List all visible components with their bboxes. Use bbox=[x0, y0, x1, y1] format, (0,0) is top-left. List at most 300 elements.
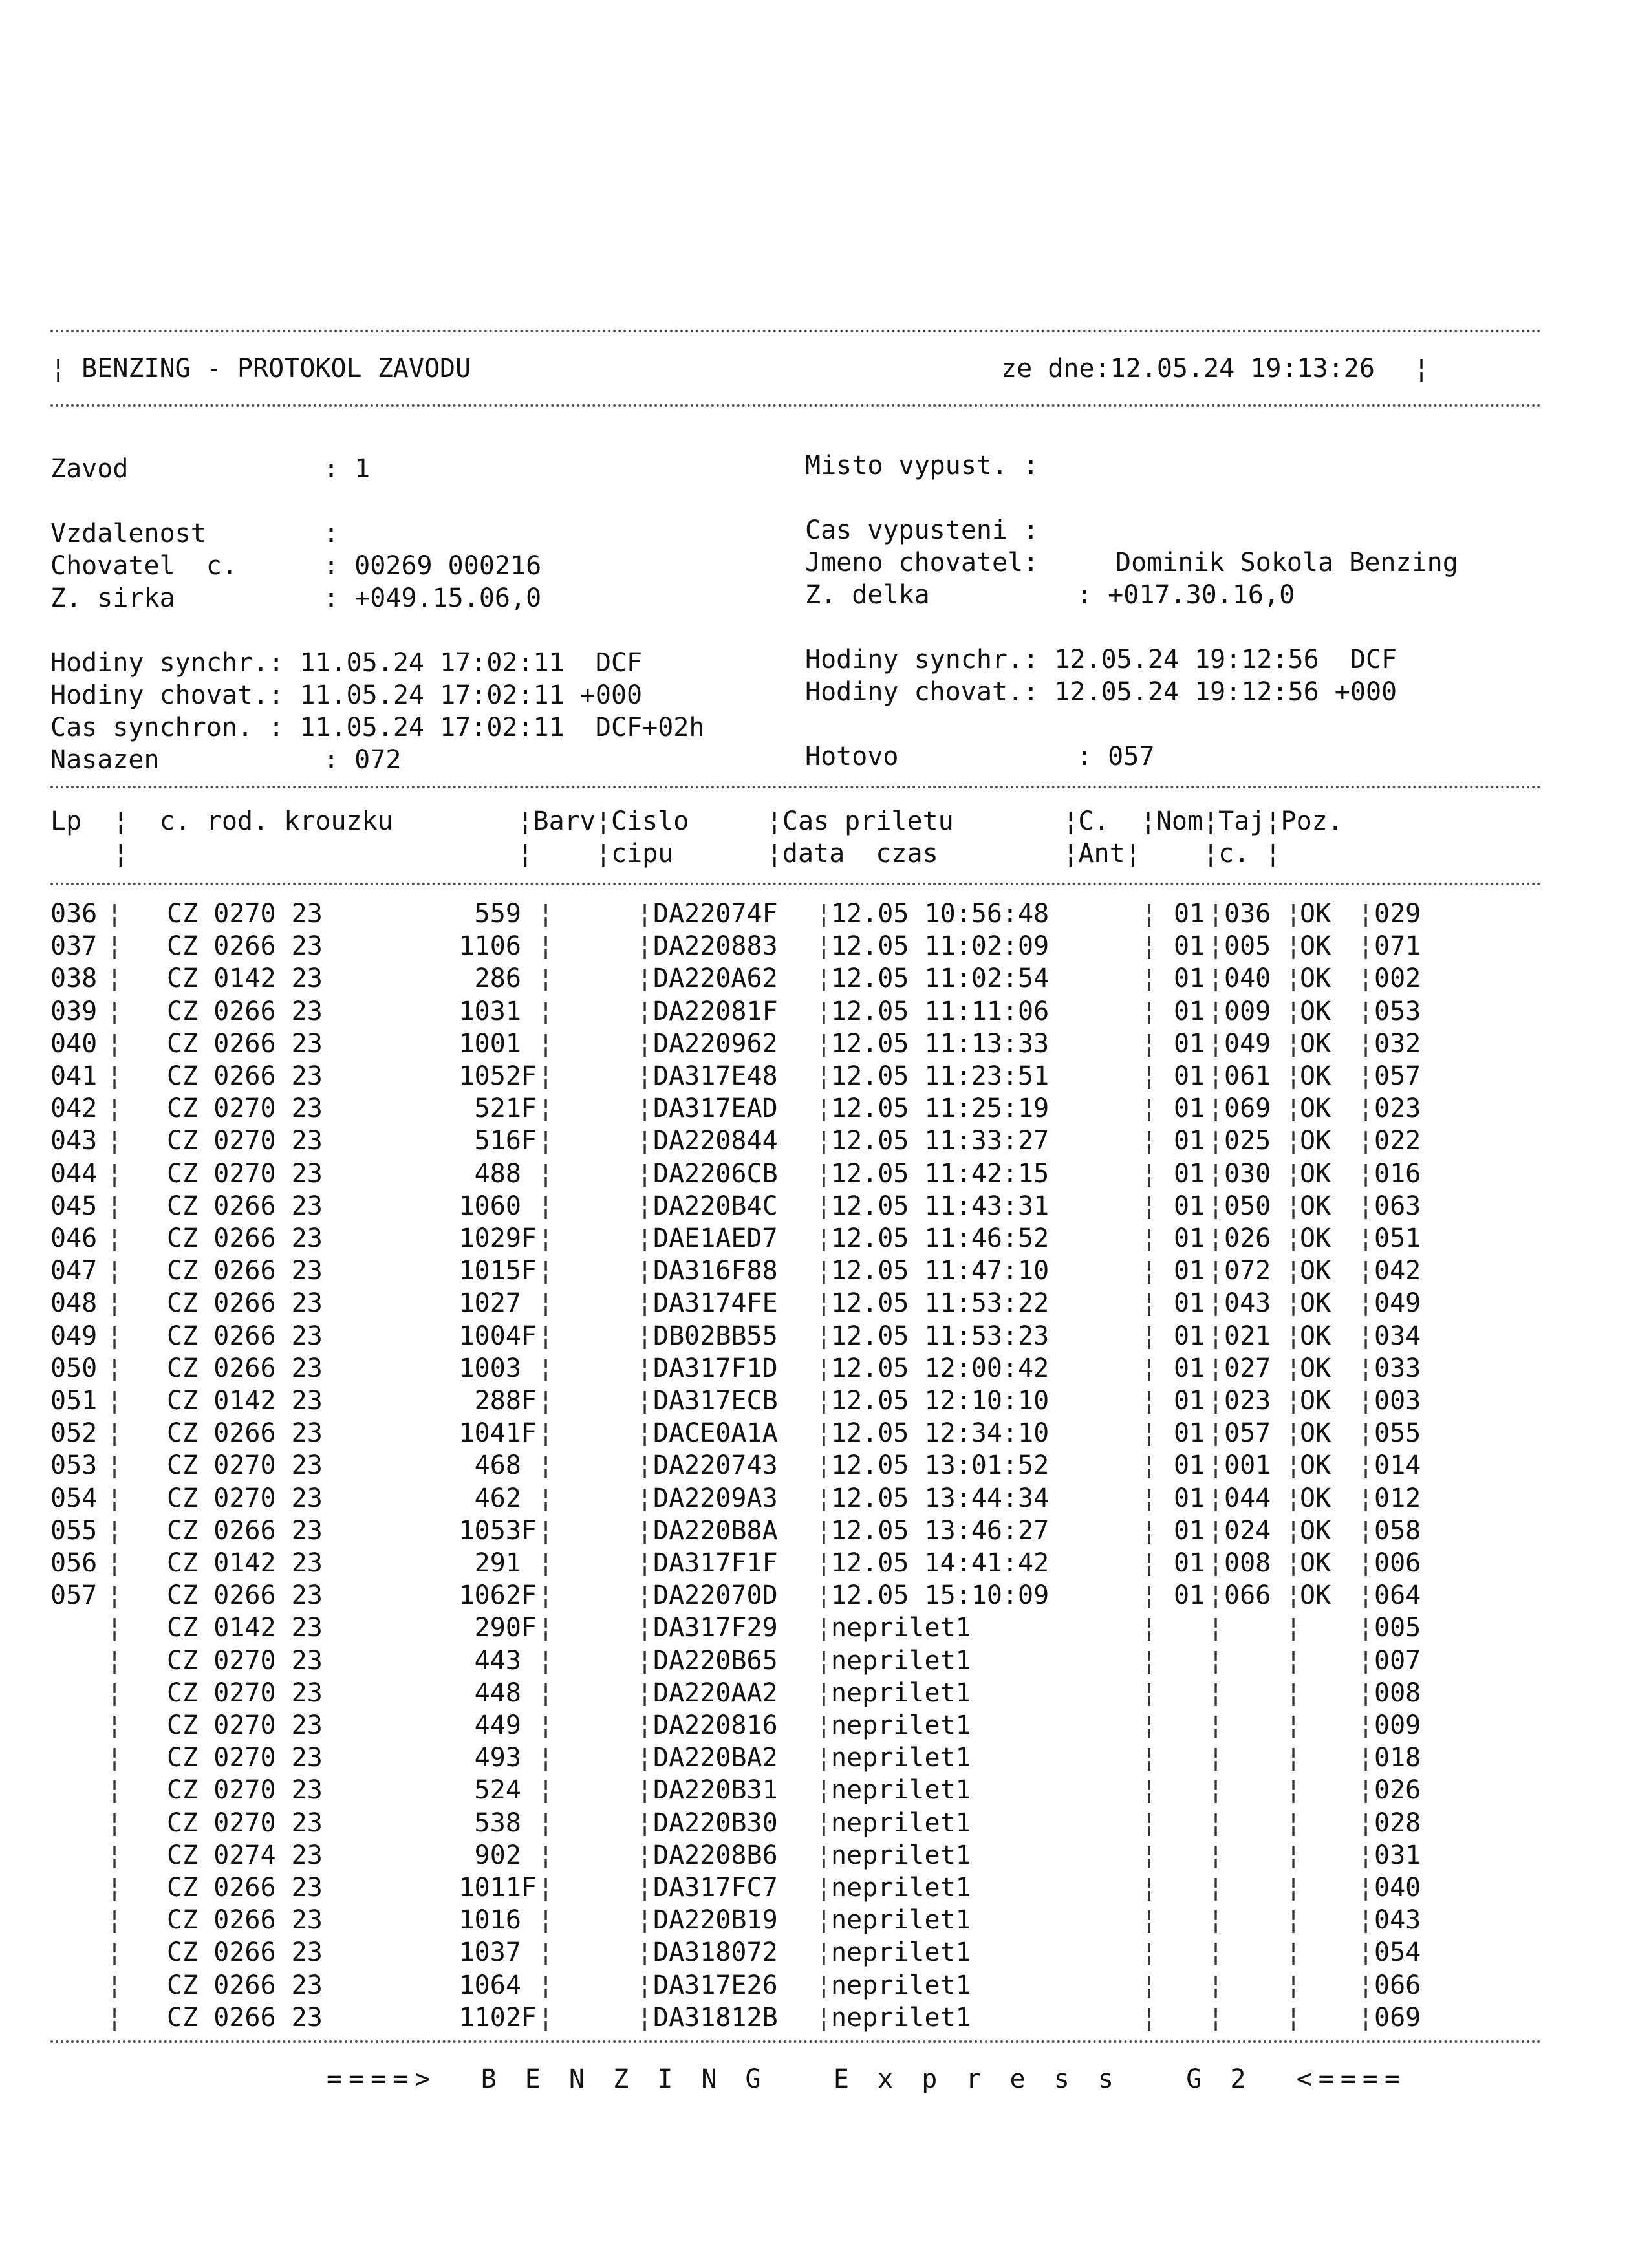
column-separator: ¦ bbox=[1208, 1743, 1224, 1773]
cell-nom: 021 bbox=[1224, 1321, 1271, 1351]
column-separator: ¦ bbox=[1286, 1808, 1302, 1838]
column-separator: ¦ bbox=[816, 1905, 832, 1936]
column-separator: ¦ bbox=[1286, 1581, 1302, 1611]
column-separator: ¦ bbox=[1358, 1126, 1374, 1156]
cell-chip: DA220B19 bbox=[653, 1905, 778, 1936]
cell-num: 1001 bbox=[458, 1028, 537, 1059]
column-separator: ¦ bbox=[1141, 1743, 1158, 1773]
column-separator: ¦ bbox=[107, 1743, 123, 1773]
cell-ant: 01 bbox=[1174, 1224, 1205, 1253]
column-separator: ¦ bbox=[1141, 1158, 1158, 1189]
cell-lp: 057 bbox=[50, 1581, 98, 1611]
cell-lp: 043 bbox=[50, 1126, 98, 1156]
column-separator: ¦ bbox=[1208, 1873, 1224, 1903]
cell-ring: CZ 0266 23 bbox=[167, 1224, 323, 1253]
cell-lp: 036 bbox=[50, 899, 98, 929]
cell-nom: 025 bbox=[1224, 1126, 1271, 1156]
table-row bbox=[0, 1743, 1649, 1775]
column-separator: ¦ bbox=[1286, 1288, 1302, 1319]
cell-num: 521F bbox=[474, 1094, 537, 1124]
column-separator: ¦ bbox=[637, 1743, 653, 1773]
table-row bbox=[0, 1484, 1649, 1516]
cell-ant: 01 bbox=[1174, 1548, 1205, 1578]
cell-poz: 069 bbox=[1374, 2002, 1421, 2033]
column-separator: ¦ bbox=[1286, 1938, 1302, 1968]
cell-nom: 030 bbox=[1224, 1158, 1271, 1189]
column-separator: ¦ bbox=[1208, 1418, 1224, 1449]
cell-ring: CZ 0266 23 bbox=[167, 1321, 323, 1351]
cell-nom: 066 bbox=[1224, 1581, 1271, 1611]
column-separator: ¦ bbox=[1358, 1451, 1374, 1481]
column-separator: ¦ bbox=[1141, 1808, 1158, 1838]
column-separator: ¦ bbox=[1358, 964, 1374, 994]
cell-nom: 005 bbox=[1224, 931, 1271, 962]
cell-ring: CZ 0266 23 bbox=[167, 1256, 323, 1286]
column-separator: ¦ bbox=[1141, 996, 1158, 1026]
cell-time: 12.05 10:56:48 bbox=[831, 899, 1050, 929]
cell-nom: 044 bbox=[1224, 1483, 1271, 1513]
column-separator: ¦ bbox=[1286, 1126, 1302, 1156]
column-separator: ¦ bbox=[1358, 1678, 1374, 1708]
table-header-1: Lp ¦ c. rod. krouzku ¦Barv¦Cislo ¦Cas priletu ¦C. ¦Nom¦Taj¦Poz. bbox=[50, 806, 1343, 836]
column-separator: ¦ bbox=[1208, 1094, 1224, 1124]
cell-poz: 043 bbox=[1374, 1905, 1421, 1936]
column-separator: ¦ bbox=[1358, 1743, 1374, 1773]
cell-ant: 01 bbox=[1174, 1581, 1205, 1611]
column-separator: ¦ bbox=[637, 1256, 653, 1286]
cell-num: 1060 bbox=[458, 1191, 537, 1221]
cas-synchron: Cas synchron. : 11.05.24 17:02:11 DCF+02h bbox=[50, 713, 705, 742]
cell-lp: 051 bbox=[50, 1386, 98, 1416]
cell-num: 1029F bbox=[458, 1224, 537, 1253]
cell-ring: CZ 0270 23 bbox=[167, 1775, 323, 1806]
cell-num: 1016 bbox=[458, 1905, 537, 1936]
hodiny-synchr-right: Hodiny synchr.: 12.05.24 19:12:56 DCF bbox=[805, 645, 1397, 675]
cell-num: 524 bbox=[474, 1775, 537, 1806]
column-separator: ¦ bbox=[816, 1224, 832, 1253]
date-value: 12.05.24 19:13:26 bbox=[1110, 354, 1375, 383]
cell-poz: 063 bbox=[1374, 1191, 1421, 1221]
cell-taj: OK bbox=[1300, 1191, 1331, 1221]
column-separator: ¦ bbox=[1141, 899, 1158, 929]
cell-nom: 023 bbox=[1224, 1386, 1271, 1416]
cell-ring: CZ 0142 23 bbox=[167, 1386, 323, 1416]
column-separator: ¦ bbox=[1286, 1191, 1302, 1221]
cell-poz: 006 bbox=[1374, 1548, 1421, 1578]
column-separator: ¦ bbox=[1286, 1873, 1302, 1903]
cell-ring: CZ 0266 23 bbox=[167, 1873, 323, 1903]
cell-poz: 057 bbox=[1374, 1061, 1421, 1091]
column-separator: ¦ bbox=[1358, 1873, 1374, 1903]
column-separator: ¦ bbox=[538, 899, 554, 929]
column-separator: ¦ bbox=[1208, 1970, 1224, 2000]
cell-chip: DA318072 bbox=[653, 1938, 778, 1968]
column-separator: ¦ bbox=[1141, 931, 1158, 962]
cell-ring: CZ 0270 23 bbox=[167, 1743, 323, 1773]
cell-ring: CZ 0266 23 bbox=[167, 1028, 323, 1059]
cell-ring: CZ 0266 23 bbox=[167, 1353, 323, 1383]
column-separator: ¦ bbox=[538, 1418, 554, 1449]
table-header-rule bbox=[50, 883, 1542, 885]
cell-lp: 054 bbox=[50, 1483, 98, 1513]
column-separator: ¦ bbox=[637, 1288, 653, 1319]
table-row bbox=[0, 1841, 1649, 1873]
cell-poz: 023 bbox=[1374, 1094, 1421, 1124]
table-row bbox=[0, 1418, 1649, 1451]
column-separator: ¦ bbox=[816, 2002, 832, 2033]
cell-nom: 072 bbox=[1224, 1256, 1271, 1286]
zavod-label: Zavod bbox=[50, 454, 129, 484]
cell-time: 12.05 11:11:06 bbox=[831, 996, 1050, 1026]
column-separator: ¦ bbox=[1141, 2002, 1158, 2033]
column-separator: ¦ bbox=[1208, 1386, 1224, 1416]
cell-ring: CZ 0266 23 bbox=[167, 2002, 323, 2033]
cell-poz: 002 bbox=[1374, 964, 1421, 994]
cell-ring: CZ 0270 23 bbox=[167, 1808, 323, 1838]
column-separator: ¦ bbox=[1141, 1873, 1158, 1903]
delka-label: Z. delka bbox=[805, 580, 930, 610]
column-separator: ¦ bbox=[816, 964, 832, 994]
cell-poz: 028 bbox=[1374, 1808, 1421, 1838]
column-separator: ¦ bbox=[637, 1126, 653, 1156]
cell-num: 488 bbox=[474, 1158, 537, 1189]
column-separator: ¦ bbox=[637, 1386, 653, 1416]
cell-poz: 007 bbox=[1374, 1645, 1421, 1676]
cell-ring: CZ 0266 23 bbox=[167, 1905, 323, 1936]
column-separator: ¦ bbox=[538, 1711, 554, 1740]
table-row bbox=[0, 1354, 1649, 1386]
cell-num: 449 bbox=[474, 1711, 537, 1740]
column-separator: ¦ bbox=[107, 1775, 123, 1806]
column-separator: ¦ bbox=[1141, 1548, 1158, 1578]
column-separator: ¦ bbox=[1358, 1970, 1374, 2000]
table-row bbox=[0, 1256, 1649, 1288]
cell-poz: 018 bbox=[1374, 1743, 1421, 1773]
column-separator: ¦ bbox=[1141, 1938, 1158, 1968]
column-separator: ¦ bbox=[1286, 1353, 1302, 1383]
cell-lp: 049 bbox=[50, 1321, 98, 1351]
column-separator: ¦ bbox=[637, 1970, 653, 2000]
cell-chip: DA2208B6 bbox=[653, 1840, 778, 1870]
column-separator: ¦ bbox=[1141, 1256, 1158, 1286]
column-separator: ¦ bbox=[816, 1483, 832, 1513]
column-separator: ¦ bbox=[1286, 1256, 1302, 1286]
cell-time: 12.05 11:53:22 bbox=[831, 1288, 1050, 1319]
header-rule bbox=[50, 404, 1542, 407]
cell-num: 286 bbox=[474, 964, 537, 994]
column-separator: ¦ bbox=[816, 1061, 832, 1091]
column-separator: ¦ bbox=[1286, 964, 1302, 994]
cell-poz: 051 bbox=[1374, 1224, 1421, 1253]
table-row bbox=[0, 1029, 1649, 1061]
column-separator: ¦ bbox=[107, 1678, 123, 1708]
column-separator: ¦ bbox=[538, 1678, 554, 1708]
cell-ant: 01 bbox=[1174, 1094, 1205, 1124]
cell-time: 12.05 13:46:27 bbox=[831, 1515, 1050, 1546]
cell-ring: CZ 0142 23 bbox=[167, 964, 323, 994]
column-separator: ¦ bbox=[1208, 1808, 1224, 1838]
jmeno-label: Jmeno chovatel: bbox=[805, 548, 1039, 578]
cell-time: neprilet1 bbox=[831, 1970, 971, 2000]
cell-ring: CZ 0266 23 bbox=[167, 996, 323, 1026]
column-separator: ¦ bbox=[538, 1483, 554, 1513]
cell-chip: DA22081F bbox=[653, 996, 778, 1026]
cell-num: 443 bbox=[474, 1645, 537, 1676]
cell-taj: OK bbox=[1300, 1321, 1331, 1351]
table-row bbox=[0, 997, 1649, 1029]
cell-taj: OK bbox=[1300, 1418, 1331, 1449]
column-separator: ¦ bbox=[1208, 2002, 1224, 2033]
column-separator: ¦ bbox=[1358, 899, 1374, 929]
cell-num: 468 bbox=[474, 1451, 537, 1481]
table-row bbox=[0, 1971, 1649, 2003]
cell-time: neprilet1 bbox=[831, 1743, 971, 1773]
cell-ring: CZ 0266 23 bbox=[167, 1061, 323, 1091]
column-separator: ¦ bbox=[1208, 1224, 1224, 1253]
column-separator: ¦ bbox=[816, 1711, 832, 1740]
cas-vypusteni-label: Cas vypusteni : bbox=[805, 515, 1039, 545]
column-separator: ¦ bbox=[816, 931, 832, 962]
cell-poz: 009 bbox=[1374, 1711, 1421, 1740]
cell-taj: OK bbox=[1300, 1061, 1331, 1091]
column-separator: ¦ bbox=[538, 1094, 554, 1124]
column-separator: ¦ bbox=[1286, 931, 1302, 962]
table-row bbox=[0, 1516, 1649, 1548]
column-separator: ¦ bbox=[816, 1515, 832, 1546]
column-separator: ¦ bbox=[816, 1873, 832, 1903]
cell-chip: DA220B8A bbox=[653, 1515, 778, 1546]
cell-time: 12.05 11:02:09 bbox=[831, 931, 1050, 962]
column-separator: ¦ bbox=[816, 1970, 832, 2000]
table-row bbox=[0, 1548, 1649, 1581]
hodiny-synchr-left: Hodiny synchr.: 11.05.24 17:02:11 DCF bbox=[50, 648, 643, 678]
column-separator: ¦ bbox=[1286, 1515, 1302, 1546]
column-separator: ¦ bbox=[637, 1418, 653, 1449]
sirka-value: : +049.15.06,0 bbox=[323, 583, 542, 613]
column-separator: ¦ bbox=[816, 1288, 832, 1319]
column-separator: ¦ bbox=[1141, 1353, 1158, 1383]
column-separator: ¦ bbox=[816, 1191, 832, 1221]
cell-num: 1011F bbox=[458, 1873, 537, 1903]
column-separator: ¦ bbox=[1141, 1321, 1158, 1351]
column-separator: ¦ bbox=[1286, 1743, 1302, 1773]
column-separator: ¦ bbox=[1208, 1028, 1224, 1059]
column-separator: ¦ bbox=[1141, 1581, 1158, 1611]
cell-ring: CZ 0266 23 bbox=[167, 931, 323, 962]
table-row bbox=[0, 1224, 1649, 1256]
cell-ring: CZ 0266 23 bbox=[167, 1581, 323, 1611]
cell-taj: OK bbox=[1300, 1581, 1331, 1611]
column-separator: ¦ bbox=[816, 899, 832, 929]
column-separator: ¦ bbox=[538, 964, 554, 994]
cell-ring: CZ 0266 23 bbox=[167, 1288, 323, 1319]
cell-ant: 01 bbox=[1174, 996, 1205, 1026]
cell-nom: 040 bbox=[1224, 964, 1271, 994]
column-separator: ¦ bbox=[1141, 1678, 1158, 1708]
column-separator: ¦ bbox=[816, 1353, 832, 1383]
cell-chip: DA316F88 bbox=[653, 1256, 778, 1286]
column-separator: ¦ bbox=[1208, 1061, 1224, 1091]
cell-time: 12.05 13:44:34 bbox=[831, 1483, 1050, 1513]
end-mark: ¦ bbox=[1413, 354, 1430, 383]
hotovo-label: Hotovo bbox=[805, 742, 899, 772]
column-separator: ¦ bbox=[107, 1288, 123, 1319]
cell-lp: 042 bbox=[50, 1094, 98, 1124]
table-row bbox=[0, 1678, 1649, 1711]
column-separator: ¦ bbox=[1358, 1191, 1374, 1221]
column-separator: ¦ bbox=[1208, 1515, 1224, 1546]
cell-chip: DA220816 bbox=[653, 1711, 778, 1740]
table-row bbox=[0, 1613, 1649, 1645]
column-separator: ¦ bbox=[1358, 931, 1374, 962]
cell-ring: CZ 0270 23 bbox=[167, 1158, 323, 1189]
hotovo-value: : 057 bbox=[1077, 742, 1155, 772]
cell-ant: 01 bbox=[1174, 1191, 1205, 1221]
cell-chip: DB02BB55 bbox=[653, 1321, 778, 1351]
cell-chip: DA220A62 bbox=[653, 964, 778, 994]
cell-ring: CZ 0142 23 bbox=[167, 1613, 323, 1643]
cell-taj: OK bbox=[1300, 1028, 1331, 1059]
chovatel-label: Chovatel c. bbox=[50, 551, 237, 581]
cell-chip: DA3174FE bbox=[653, 1288, 778, 1319]
column-separator: ¦ bbox=[107, 1873, 123, 1903]
cell-num: 516F bbox=[474, 1126, 537, 1156]
cell-chip: DA220844 bbox=[653, 1126, 778, 1156]
cell-time: neprilet1 bbox=[831, 1840, 971, 1870]
misto-label: Misto vypust. : bbox=[805, 451, 1039, 481]
table-row bbox=[0, 1711, 1649, 1743]
cell-taj: OK bbox=[1300, 899, 1331, 929]
column-separator: ¦ bbox=[538, 1840, 554, 1870]
cell-lp: 044 bbox=[50, 1158, 98, 1189]
column-separator: ¦ bbox=[816, 1938, 832, 1968]
cell-ant: 01 bbox=[1174, 1515, 1205, 1546]
column-separator: ¦ bbox=[1208, 1191, 1224, 1221]
table-row bbox=[0, 1905, 1649, 1938]
table-row bbox=[0, 964, 1649, 996]
column-separator: ¦ bbox=[637, 1483, 653, 1513]
cell-num: 291 bbox=[474, 1548, 537, 1578]
column-separator: ¦ bbox=[1358, 1775, 1374, 1806]
column-separator: ¦ bbox=[1358, 1840, 1374, 1870]
column-separator: ¦ bbox=[816, 1321, 832, 1351]
table-row bbox=[0, 899, 1649, 931]
table-row bbox=[0, 1451, 1649, 1483]
column-separator: ¦ bbox=[107, 1126, 123, 1156]
column-separator: ¦ bbox=[1141, 1613, 1158, 1643]
column-separator: ¦ bbox=[1286, 1158, 1302, 1189]
column-separator: ¦ bbox=[1358, 1711, 1374, 1740]
cell-chip: DA317EAD bbox=[653, 1094, 778, 1124]
cell-poz: 031 bbox=[1374, 1840, 1421, 1870]
column-separator: ¦ bbox=[1208, 1288, 1224, 1319]
column-separator: ¦ bbox=[1141, 1645, 1158, 1676]
column-separator: ¦ bbox=[816, 1678, 832, 1708]
footer-brand: ====> B E N Z I N G E x p r e s s G 2 <==== bbox=[327, 2064, 1407, 2094]
column-separator: ¦ bbox=[1208, 1613, 1224, 1643]
table-row bbox=[0, 2003, 1649, 2035]
column-separator: ¦ bbox=[107, 931, 123, 962]
column-separator: ¦ bbox=[1286, 1028, 1302, 1059]
table-row bbox=[0, 1159, 1649, 1191]
cell-poz: 042 bbox=[1374, 1256, 1421, 1286]
cell-num: 1064 bbox=[458, 1970, 537, 2000]
column-separator: ¦ bbox=[1358, 996, 1374, 1026]
column-separator: ¦ bbox=[538, 931, 554, 962]
cell-poz: 016 bbox=[1374, 1158, 1421, 1189]
cell-time: 12.05 12:34:10 bbox=[831, 1418, 1050, 1449]
column-separator: ¦ bbox=[1286, 1386, 1302, 1416]
cell-time: 12.05 11:23:51 bbox=[831, 1061, 1050, 1091]
column-separator: ¦ bbox=[107, 1515, 123, 1546]
column-separator: ¦ bbox=[538, 1905, 554, 1936]
column-separator: ¦ bbox=[538, 1548, 554, 1578]
cell-nom: 057 bbox=[1224, 1418, 1271, 1449]
column-separator: ¦ bbox=[1141, 1451, 1158, 1481]
column-separator: ¦ bbox=[816, 1158, 832, 1189]
cell-chip: DA220883 bbox=[653, 931, 778, 962]
cell-nom: 027 bbox=[1224, 1353, 1271, 1383]
table-top-rule bbox=[50, 786, 1542, 788]
column-separator: ¦ bbox=[538, 1158, 554, 1189]
cell-ant: 01 bbox=[1174, 1061, 1205, 1091]
cell-taj: OK bbox=[1300, 996, 1331, 1026]
column-separator: ¦ bbox=[637, 1645, 653, 1676]
column-separator: ¦ bbox=[1208, 1256, 1224, 1286]
cell-ant: 01 bbox=[1174, 1418, 1205, 1449]
cell-ant: 01 bbox=[1174, 1321, 1205, 1351]
column-separator: ¦ bbox=[1208, 1581, 1224, 1611]
column-separator: ¦ bbox=[816, 1094, 832, 1124]
column-separator: ¦ bbox=[637, 931, 653, 962]
cell-ring: CZ 0270 23 bbox=[167, 1645, 323, 1676]
column-separator: ¦ bbox=[1286, 1678, 1302, 1708]
cell-nom: 024 bbox=[1224, 1515, 1271, 1546]
column-separator: ¦ bbox=[637, 1581, 653, 1611]
column-separator: ¦ bbox=[816, 1386, 832, 1416]
column-separator: ¦ bbox=[107, 1061, 123, 1091]
cell-num: 290F bbox=[474, 1613, 537, 1643]
column-separator: ¦ bbox=[1208, 1711, 1224, 1740]
cell-time: 12.05 11:53:23 bbox=[831, 1321, 1050, 1351]
column-separator: ¦ bbox=[107, 1321, 123, 1351]
cell-nom: 061 bbox=[1224, 1061, 1271, 1091]
column-separator: ¦ bbox=[107, 1938, 123, 1968]
cell-ant: 01 bbox=[1174, 1353, 1205, 1383]
cell-time: neprilet1 bbox=[831, 1678, 971, 1708]
cell-taj: OK bbox=[1300, 1451, 1331, 1481]
cell-lp: 047 bbox=[50, 1256, 98, 1286]
column-separator: ¦ bbox=[816, 1613, 832, 1643]
table-row bbox=[0, 1581, 1649, 1613]
column-separator: ¦ bbox=[107, 1353, 123, 1383]
column-separator: ¦ bbox=[1141, 1288, 1158, 1319]
column-separator: ¦ bbox=[816, 1808, 832, 1838]
column-separator: ¦ bbox=[1286, 1711, 1302, 1740]
column-separator: ¦ bbox=[1358, 1938, 1374, 1968]
column-separator: ¦ bbox=[1286, 1418, 1302, 1449]
cell-chip: DA220743 bbox=[653, 1451, 778, 1481]
column-separator: ¦ bbox=[107, 1711, 123, 1740]
cell-ant: 01 bbox=[1174, 1256, 1205, 1286]
column-separator: ¦ bbox=[816, 1775, 832, 1806]
column-separator: ¦ bbox=[1286, 1775, 1302, 1806]
column-separator: ¦ bbox=[1358, 1581, 1374, 1611]
column-separator: ¦ bbox=[107, 1418, 123, 1449]
cell-chip: DA220BA2 bbox=[653, 1743, 778, 1773]
cell-lp: 046 bbox=[50, 1224, 98, 1253]
cell-ant: 01 bbox=[1174, 1288, 1205, 1319]
